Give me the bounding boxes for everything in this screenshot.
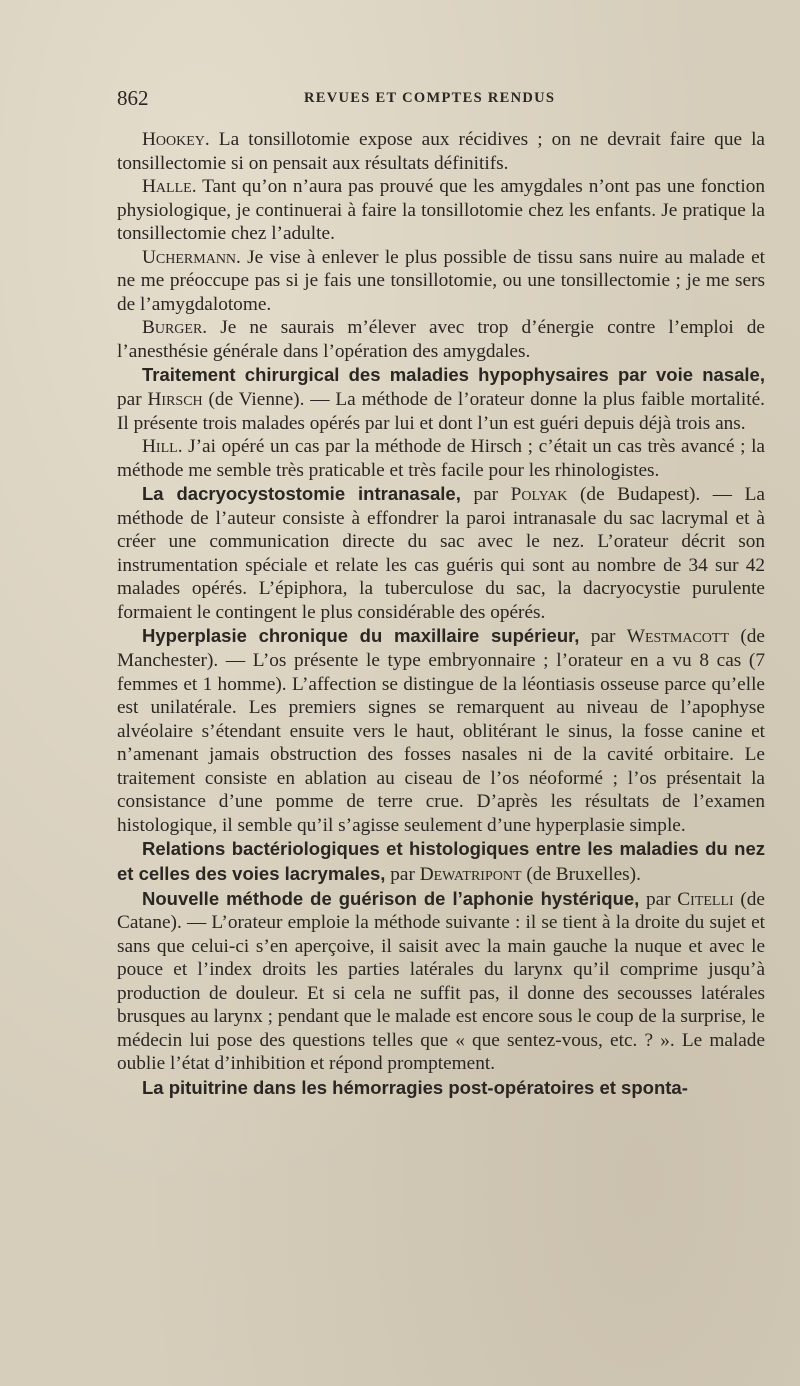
paragraph-text: Tant qu’on n’aura pas prouvé que les amygdales n’ont pas une fonction physiologique, je continuerai à faire la tonsillotomie chez les enfants. Je pratique la tonsillectomie chez l’adulte. [117,176,765,245]
page-header [117,86,765,116]
paragraph-halle [117,175,765,246]
speaker-name: Halle. [142,176,197,198]
page-number: 862 [117,86,149,110]
paragraph-text: (de Manchester). — L’os présente le type embryonnaire ; l’orateur en a vu 8 cas (7 femmes et 1 homme). L’affection se distingue de la léontiasis osseuse parce qu’elle est unilatérale. Les premiers signes se remarquent au niveau de l’apophyse alvéolaire s’étendant ensuite vers le haut, oblitérant le sinus, la fosse canine et n’amenant jamais obstruction des fosses nasales ni de la cavité orbitaire. Le traitement consiste en ablation au ciseau de l’os néoformé ; l’os présentait la consistance d’une pomme de terre crue. D’après les résultats de l’examen histologique, il semble qu’il s’agisse seulement d’une hyperplasie simple. [117,626,765,836]
paragraph-text: (de Bruxelles). [521,863,641,885]
paragraph-text: (de Vienne). — La méthode de l’orateur donne la plus faible mortalité. Il présente trois malades opérés par lui et dont l’un est guéri depuis déjà trois ans. [117,389,765,434]
author-name: Polyak [510,484,568,506]
paragraph-text: La tonsillotomie expose aux récidives ; on ne devrait faire que la tonsillectomie si on pensait aux résultats définitifs. [117,129,765,174]
paragraph-pituitrine [117,1076,765,1101]
by-word: par [117,389,148,411]
paragraph-text: Je vise à enlever le plus possible de tissu sans nuire au malade et ne me préoccupe pas si je fais une tonsillotomie, ou une tonsillectomie ; je me sers de l’amygdalotome. [117,246,765,315]
author-name: Hirsch [147,389,203,411]
speaker-name: Uchermann. [142,246,241,268]
by-word: par [385,863,420,885]
paragraph-burger [117,316,765,363]
section-heading: Hyperplasie chronique du maxillaire supérieur, [142,625,580,647]
paragraph-text: J’ai opéré un cas par la méthode de Hirsch ; c’était un cas très avancé ; la méthode me semble très praticable et très facile pour les rhinologistes. [117,436,765,481]
section-heading: La pituitrine dans les hémorragies post-opératoires et sponta- [142,1076,688,1098]
author-name: Westmacott [626,626,729,648]
speaker-name: Hookey. [142,129,210,150]
paragraph-text: (de Budapest). — La méthode de l’auteur consiste à effondrer la paroi intranasale du sac lacrymal et à créer une communication directe du sac avec le nez. L’orateur décrit son instrumentation spéciale et relate les cas guéris qui sont au nombre de 34 sur 42 malades opérés. L’épiphora, la tuberculose du sac, la dacryocystie purulente formaient le contingent le plus considérable des opérés. [117,484,765,623]
paragraph-hyperplasie [117,624,765,837]
speaker-name: Hill. [142,436,183,458]
paragraph-relations [117,837,765,886]
by-word: par [460,484,511,506]
section-heading: Traitement chirurgical des maladies hypophysaires par voie nasale, [142,364,765,386]
paragraph-aphonie [117,887,765,1076]
paragraph-dacryocystostomie [117,482,765,624]
author-name: Citelli [677,888,734,910]
paragraph-uchermann [117,246,765,317]
by-word: par [639,888,678,910]
paragraph-hypophysaires [117,363,765,435]
by-word: par [579,626,627,648]
paragraph-hookey [117,128,765,175]
speaker-name: Burger. [142,317,208,339]
section-heading: Nouvelle méthode de guérison de l’aphonie hystérique, [142,887,640,909]
paragraph-text: Je ne saurais m’élever avec trop d’énergie contre l’emploi de l’anesthésie générale dans l’opération des amygdales. [117,317,765,362]
running-head: REVUES ET COMPTES RENDUS [304,90,556,106]
author-name: Dewatripont [419,863,522,885]
paragraph-text: (de Catane). — L’orateur emploie la méthode suivante : il se tient à la droite du sujet et sans que celui-ci s’en aperçoive, il saisit avec la main gauche la nuque et avec le pouce et l’index droits les parties latérales du larynx qu’il comprime jusqu’à production de douleur. Et si cela ne suffit pas, il donne des secousses latérales brusques au larynx ; pendant que le malade est encore sous le coup de la surprise, le médecin lui pose des questions telles que « que sentez-vous, etc. ? ». Le malade oublie l’état d’inhibition et répond promptement. [117,888,765,1075]
body-text [117,128,765,1100]
section-heading: Relations bactériologiques et histologiques entre les maladies du nez et celles des voies lacrymales, [117,838,765,884]
section-heading: La dacryocystostomie intranasale, [142,483,461,505]
paragraph-hill [117,435,765,482]
